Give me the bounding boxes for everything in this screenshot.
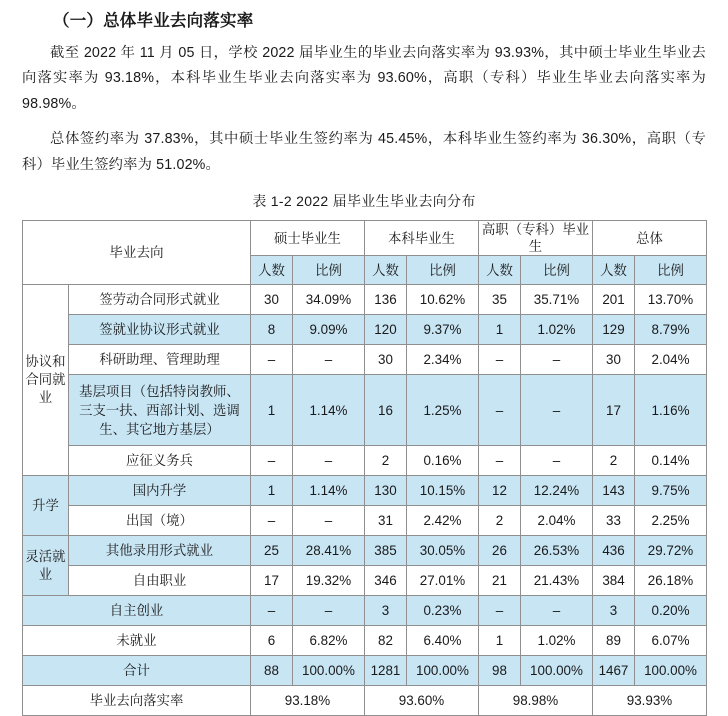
- header-row-groups: [23, 221, 707, 256]
- data-cell: 17: [593, 375, 635, 446]
- table-row: [23, 566, 707, 596]
- data-cell: 1.02%: [520, 315, 592, 345]
- data-cell: 3: [364, 596, 406, 626]
- data-cell: 130: [364, 476, 406, 506]
- data-cell: 2.04%: [520, 506, 592, 536]
- data-cell: 34.09%: [292, 285, 364, 315]
- data-cell: 30: [250, 285, 292, 315]
- data-cell: 385: [364, 536, 406, 566]
- section-heading: （一）总体毕业去向落实率: [53, 12, 254, 30]
- header-group-3: 总体: [593, 221, 707, 256]
- data-cell: –: [520, 596, 592, 626]
- data-cell: 6.40%: [406, 626, 478, 656]
- data-cell: 31: [364, 506, 406, 536]
- data-cell: 120: [364, 315, 406, 345]
- data-cell: 8: [250, 315, 292, 345]
- data-cell: 1: [250, 375, 292, 446]
- table-row: [23, 536, 707, 566]
- row-label: 出国（境）: [69, 506, 251, 536]
- table-row: [23, 596, 707, 626]
- header-sub-count-0: 人数: [250, 256, 292, 285]
- table-row: [23, 375, 707, 446]
- data-cell: 1: [478, 626, 520, 656]
- header-sub-count-2: 人数: [478, 256, 520, 285]
- data-cell: 9.09%: [292, 315, 364, 345]
- data-cell: –: [520, 345, 592, 375]
- row-label: 自由职业: [69, 566, 251, 596]
- placement-rate-row: [23, 686, 707, 716]
- data-cell: 2.42%: [406, 506, 478, 536]
- data-cell: 30.05%: [406, 536, 478, 566]
- rate-cell: 98.98%: [478, 686, 592, 716]
- data-cell: 1: [478, 315, 520, 345]
- data-cell: 9.37%: [406, 315, 478, 345]
- data-cell: –: [292, 345, 364, 375]
- data-cell: 2: [478, 506, 520, 536]
- data-cell: 0.16%: [406, 446, 478, 476]
- data-cell: –: [292, 446, 364, 476]
- header-sub-count-1: 人数: [364, 256, 406, 285]
- header-sub-ratio-0: 比例: [292, 256, 364, 285]
- data-cell: 25: [250, 536, 292, 566]
- data-cell: 1.14%: [292, 476, 364, 506]
- data-cell: 19.32%: [292, 566, 364, 596]
- data-cell: 21.43%: [520, 566, 592, 596]
- data-cell: 10.15%: [406, 476, 478, 506]
- paragraph-signing-rate: 总体签约率为 37.83%，其中硕士毕业生签约率为 45.45%，本科毕业生签约率为 36.30%，高职（专科）毕业生签约率为 51.02%。: [22, 131, 706, 173]
- data-cell: 26.53%: [520, 536, 592, 566]
- header-destination: 毕业去向: [23, 221, 251, 285]
- data-cell: 16: [364, 375, 406, 446]
- row-label: 毕业去向落实率: [23, 686, 251, 716]
- table-row: [23, 285, 707, 315]
- data-cell: 1281: [364, 656, 406, 686]
- data-cell: 27.01%: [406, 566, 478, 596]
- data-cell: 9.75%: [635, 476, 707, 506]
- row-label: 其他录用形式就业: [69, 536, 251, 566]
- table-row: [23, 446, 707, 476]
- data-cell: 100.00%: [635, 656, 707, 686]
- table-caption: 表 1-2 2022 届毕业生毕业去向分布: [252, 193, 476, 210]
- data-cell: 2.34%: [406, 345, 478, 375]
- paragraph-placement-rate: 截至 2022 年 11 月 05 日，学校 2022 届毕业生的毕业去向落实率为 93.93%，其中硕士毕业生毕业去向落实率为 93.18%，本科毕业生毕业去向落实率为 93.60%，高职（专科）毕业生毕业去向落实率为 98.98%。: [22, 44, 706, 112]
- data-cell: –: [478, 375, 520, 446]
- data-cell: 12.24%: [520, 476, 592, 506]
- data-cell: 89: [593, 626, 635, 656]
- data-cell: 33: [593, 506, 635, 536]
- data-cell: –: [292, 506, 364, 536]
- header-sub-count-3: 人数: [593, 256, 635, 285]
- category-cell: 协议和合同就业: [23, 285, 69, 476]
- header-group-1: 本科毕业生: [364, 221, 478, 256]
- data-cell: 6.82%: [292, 626, 364, 656]
- graduate-destination-table: [22, 220, 707, 716]
- data-cell: –: [292, 596, 364, 626]
- data-cell: 30: [364, 345, 406, 375]
- rate-cell: 93.60%: [364, 686, 478, 716]
- row-label: 未就业: [23, 626, 251, 656]
- data-cell: 35.71%: [520, 285, 592, 315]
- table-container: [0, 211, 728, 716]
- data-cell: 6: [250, 626, 292, 656]
- data-cell: 0.14%: [635, 446, 707, 476]
- rate-cell: 93.93%: [593, 686, 707, 716]
- row-label: 基层项目（包括特岗教师、 三支一扶、西部计划、选调 生、其它地方基层）: [69, 375, 251, 446]
- data-cell: 436: [593, 536, 635, 566]
- header-sub-ratio-3: 比例: [635, 256, 707, 285]
- data-cell: 100.00%: [406, 656, 478, 686]
- data-cell: 2.25%: [635, 506, 707, 536]
- data-cell: 346: [364, 566, 406, 596]
- data-cell: 1.14%: [292, 375, 364, 446]
- table-row: [23, 506, 707, 536]
- data-cell: 8.79%: [635, 315, 707, 345]
- data-cell: –: [520, 375, 592, 446]
- data-cell: 1.16%: [635, 375, 707, 446]
- table-row: [23, 626, 707, 656]
- data-cell: 1.02%: [520, 626, 592, 656]
- table-row: [23, 315, 707, 345]
- data-cell: 143: [593, 476, 635, 506]
- category-cell: 灵活就业: [23, 536, 69, 596]
- data-cell: 30: [593, 345, 635, 375]
- row-label: 签就业协议形式就业: [69, 315, 251, 345]
- row-label: 应征义务兵: [69, 446, 251, 476]
- data-cell: 6.07%: [635, 626, 707, 656]
- data-cell: 100.00%: [520, 656, 592, 686]
- data-cell: 10.62%: [406, 285, 478, 315]
- data-cell: 2: [364, 446, 406, 476]
- data-cell: –: [478, 345, 520, 375]
- data-cell: –: [250, 596, 292, 626]
- row-label: 合计: [23, 656, 251, 686]
- data-cell: 12: [478, 476, 520, 506]
- data-cell: 13.70%: [635, 285, 707, 315]
- category-cell: 升学: [23, 476, 69, 536]
- data-cell: –: [250, 345, 292, 375]
- header-group-0: 硕士毕业生: [250, 221, 364, 256]
- data-cell: 88: [250, 656, 292, 686]
- data-cell: 384: [593, 566, 635, 596]
- data-cell: 29.72%: [635, 536, 707, 566]
- data-cell: 17: [250, 566, 292, 596]
- data-cell: 0.20%: [635, 596, 707, 626]
- row-label: 国内升学: [69, 476, 251, 506]
- row-label: 科研助理、管理助理: [69, 345, 251, 375]
- data-cell: 1.25%: [406, 375, 478, 446]
- data-cell: 28.41%: [292, 536, 364, 566]
- data-cell: –: [520, 446, 592, 476]
- data-cell: 1467: [593, 656, 635, 686]
- data-cell: 98: [478, 656, 520, 686]
- data-cell: 26.18%: [635, 566, 707, 596]
- header-sub-ratio-1: 比例: [406, 256, 478, 285]
- data-cell: 2: [593, 446, 635, 476]
- data-cell: 3: [593, 596, 635, 626]
- data-cell: 1: [250, 476, 292, 506]
- header-sub-ratio-2: 比例: [520, 256, 592, 285]
- data-cell: 201: [593, 285, 635, 315]
- data-cell: –: [478, 596, 520, 626]
- data-cell: 136: [364, 285, 406, 315]
- data-cell: 2.04%: [635, 345, 707, 375]
- table-row: [23, 476, 707, 506]
- data-cell: –: [250, 506, 292, 536]
- row-label: 自主创业: [23, 596, 251, 626]
- table-row: [23, 656, 707, 686]
- data-cell: 0.23%: [406, 596, 478, 626]
- data-cell: 100.00%: [292, 656, 364, 686]
- table-body: [23, 285, 707, 716]
- data-cell: 35: [478, 285, 520, 315]
- data-cell: 26: [478, 536, 520, 566]
- table-head: [23, 221, 707, 285]
- data-cell: –: [250, 446, 292, 476]
- data-cell: –: [478, 446, 520, 476]
- header-group-2: 高职（专科）毕业生: [478, 221, 592, 256]
- data-cell: 129: [593, 315, 635, 345]
- data-cell: 82: [364, 626, 406, 656]
- table-row: [23, 345, 707, 375]
- rate-cell: 93.18%: [250, 686, 364, 716]
- data-cell: 21: [478, 566, 520, 596]
- row-label: 签劳动合同形式就业: [69, 285, 251, 315]
